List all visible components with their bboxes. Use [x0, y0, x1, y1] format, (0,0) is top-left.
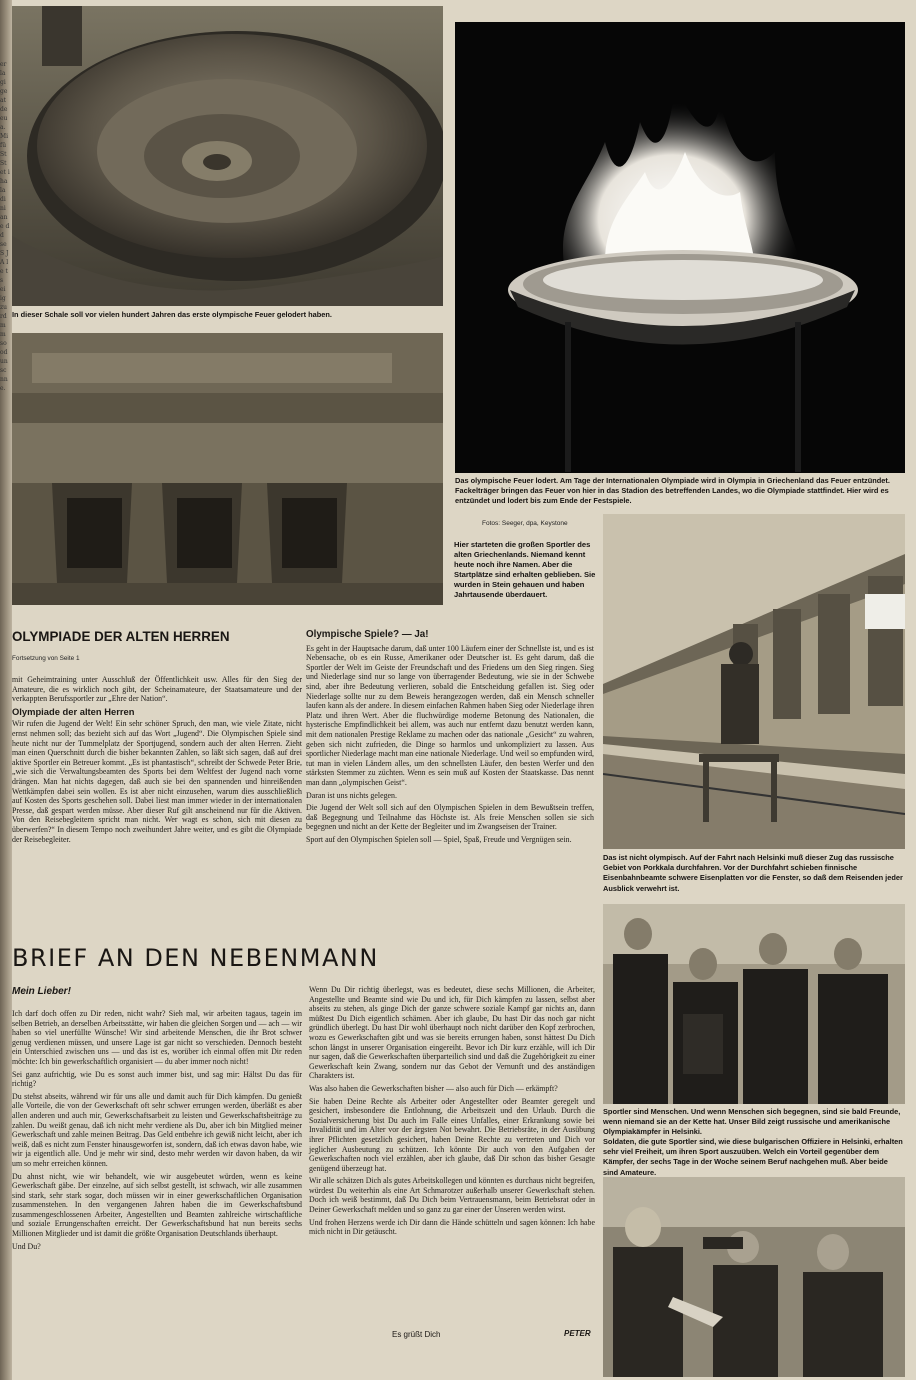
flame-illustration — [455, 22, 905, 473]
article1-headline: OLYMPIADE DER ALTEN HERREN — [12, 629, 230, 644]
article2-r2: Was also haben die Gewerkschaften bisher — also auch für Dich — erkämpft? — [309, 1083, 558, 1093]
article2-salutation: Mein Lieber! — [12, 986, 71, 997]
athletes-illustration — [603, 904, 905, 1104]
article1-p1: mit Geheimtraining unter Ausschluß der Öffentlichkeit usw. Alles für den Sieg der Amateure, die es wirklich noch gibt, der Scheinamateure, der Staatsamateure und der verkappten Berufssportler zur „Ehre der Nation“. — [12, 675, 302, 704]
article1-p2: Wir rufen die Jugend der Welt! Ein sehr schöner Spruch, den man, wie viele Zitate, nicht ernst nehmen soll; das bezieht sich auf das Wort „Jugend“. Die Olympischen Spiele sind heute nicht nur der Tummelplatz der Sportjugend, sondern auch der alten Herren. Zieht man einen Querschnitt durch die bisher bekannten Zahlen, so läßt sich sagen, daß auf drei aktive Sportler ein Betreuer kommt. „Es ist phantastisch“, schreibt der Schwede Peter Brie, „wie sich die Verwaltungsbeamten des Sports bei dem Weltfest der Jugend nach vorne drängen. Man hat nichts dagegen, daß auch sie bei den spannenden und hinreißenden Wettkämpfen dabei sein wollen. Es ist aber nicht einzusehen, warum dies ausschließlich auf Kosten des Sports geschehen soll. Dabei liest man immer wieder in der internationalen Presse, daß gespart werden müsse. Aber dieser Ruf gilt anscheinend nur für die Aktiven. Von den Reisebegleitern spricht man nicht. Wer wagt es schon, sich mit diesen zu überwerfen?“ In diesem Tempo noch zweihundert Jahre weiter, und es gibt die Olympiade der Reisebegleiter. — [12, 719, 302, 844]
article2-l1: Ich darf doch offen zu Dir reden, nicht wahr? Sieh mal, wir arbeiten tagaus, tagein im selben Betrieb, an derselben Arbeitsstätte, wir haben die gleichen Sorgen und — ach — wir haben so viel unerfüllte Wünsche! Wir sind arbeitende Menschen, die ihr Brot schwer genug verdienen müssen, und unsere Lage ist gar nicht so verschieden. Dennoch besteht ein Unterschied zwischen uns — und das ist es, worüber ich einmal offen mit Dir reden möchte: Ich bin gewerkschaftlich organisiert — du aber immer noch nicht! — [12, 1009, 302, 1066]
olympic-fire-photo — [455, 22, 905, 473]
article1-column1 — [12, 675, 302, 847]
letter-closing: Es grüßt Dich — [392, 1330, 441, 1339]
article2-left-column — [12, 1009, 302, 1254]
stone-bowl-photo — [12, 6, 443, 306]
officers-photo — [603, 1177, 905, 1377]
officers-illustration — [603, 1177, 905, 1377]
article2-r3: Sie haben Deine Rechte als Arbeiter oder Angestellter oder Beamter geregelt und gesichert, insbesondere die Entlohnung, die Arbeitszeit und den Urlaub. Durch die Sozialversicherung bist Du auch im Falle eines Unfalles, einer Erkrankung sowie bei Invalidität und im Alter vor der ärgsten Not bewahrt. Die Betriebsräte, in der Ausübung ihrer Pflichten gesetzlich gesichert, haben Deine Rechte zu vertreten und Dich vor jeglicher Ausbeutung zu schützen. Ich könnte Dir auch von den Aufgaben der Gewerkschaften noch viel erzählen, aber ich glaube, daß Dir schon das bisher Gesagte genügend überzeugt hat. — [309, 1096, 595, 1173]
article1-col2-p2: Daran ist uns nichts gelegen. — [306, 790, 397, 800]
page-binding — [0, 0, 12, 1380]
bowl-caption: In dieser Schale soll vor vielen hundert Jahren das erste olympische Feuer gelodert haben. — [12, 310, 332, 319]
article1-column2 — [306, 627, 594, 847]
binding-text: er la gi ge at de eu a. Mi fü St St et i ha la di ni an e d d se S J A l e t s ei ig zu rd m m so od un sc nn e. — [0, 61, 10, 392]
train-photo — [603, 514, 905, 849]
article1-col2-p3: Die Jugend der Welt soll sich auf den Olympischen Spielen in dem Bewußtsein treffen, daß Begegnung und Teilnahme das Höchste ist. Als freie Menschen sollen sie sich begegnen und nicht an der Kette der Begleiter und im Zwangseisen der Trainer. — [306, 803, 594, 832]
train-illustration — [603, 514, 905, 849]
article2-r5: Und frohen Herzens werde ich Dir dann die Hände schütteln und sagen können: Ich habe mich nicht in Dir getäuscht. — [309, 1217, 595, 1237]
article2-l2: Sei ganz aufrichtig, wie Du es sonst auch immer bist, und sag mir: Hältst Du das für richtig? — [12, 1069, 302, 1089]
starting-blocks-caption: Hier starteten die großen Sportler des alten Griechenlands. Niemand kennt heute noch ihre Namen. Aber die Startplätze sind erhalten geblieben. Sie wurden in Stein gehauen und haben Jahrtausende überdauert. — [454, 540, 602, 600]
article1-col2-p4: Sport auf den Olympischen Spielen soll — Spiel, Spaß, Freude und Vergnügen sein. — [306, 834, 572, 844]
article2-l5: Und Du? — [12, 1241, 41, 1251]
photo-credits: Fotos: Seeger, dpa, Keystone — [482, 520, 568, 527]
article2-l3: Du stehst abseits, während wir für uns alle und damit auch für Dich kämpfen. Du genießt alle Vorteile, die von der Gewerkschaft oft sehr schwer errungen werden, überläßt es aber allen anderen und auch mir, Gewerkschaftsarbeit zu leisten und Gewerkschaftsbeiträge zu zahlen. Du weißt genau, daß ich nicht mehr verdiene als Du, aber ich bin Mitglied meiner Gewerkschaft und zahle meinen Beitrag. Das Geld entbehre ich gewiß nicht leicht, aber ich weiß, daß es nicht zum Fenster hinausgeworfen ist, sondern, daß ich etwas davon habe, wie wir ja eigentlich alle. Und je mehr wir sind, desto mehr werden wir davon haben, da wir um so mehr erreichen können. — [12, 1091, 302, 1168]
article2-headline: BRIEF AN DEN NEBENMANN — [12, 944, 379, 972]
article1-col2-p1: Es geht in der Hauptsache darum, daß unter 100 Läufern einer der Schnellste ist, und es ist Nebensache, ob es ein Russe, Amerikaner oder Deutscher ist. Es geht darum, daß die Sportler der Welt im Geiste der Freundschaft und des Friedens um den Sieg ringen. Sieg und Niederlage sind nur so lange von überragender Bedeutung, wie sie in der Schwebe sind, aber ihre Bedeutung verlieren, sobald die Entscheidung gefallen ist. Sieg oder Niederlage sollte nur zu dem Beweis herangezogen werden, daß ein Mensch schneller laufen kann als der andere. In diesem einfachen Rahmen haben Sieg oder Niederlage ihren Platz und ihren Wert. Aber die fluchwürdige moderne Betonung des Nationalen, die hysterische Empfindlichkeit bei allem, was auch nur entfernt dazu benutzt werden kann, mit dem nationalen Prestige Reklame zu machen oder das nationale „Gesicht“ zu wahren, geben sich nicht zufrieden, die Dinge so harmlos und unkompliziert zu lassen. Aus sportlicher Niederlage macht man eine nationale Niederlage. Und weil so empfunden wird, tut man in vielen Ländern alles, um den schnellsten Läufer, den besten Werfer und den stärksten Stemmer zu züchten. Wenn es sein muß auf Kosten der Staatskasse. Das nennt man dann „olympischen Geist“. — [306, 643, 594, 787]
letter-signature: PETER — [564, 1329, 591, 1338]
officers-caption: Soldaten, die gute Sportler sind, wie diese bulgarischen Offiziere in Helsinki, erhalten sehr viel Freiheit, um ihren Sport auszuüben. Welch ein Vorteil gegenüber dem Kämpfer, der sechs Tage in der Woche seinem Beruf nachgehen muß. Aber beide sind Amateure. — [603, 1137, 903, 1177]
article1-subhead: Olympiade der alten Herren — [12, 705, 135, 717]
article1-col2-head: Olympische Spiele? — Ja! — [306, 629, 429, 640]
stone-bowl-illustration — [12, 6, 443, 306]
starting-blocks-photo — [12, 333, 443, 605]
athletes-photo — [603, 904, 905, 1104]
article2-r1: Wenn Du Dir richtig überlegst, was es bedeutet, diese sechs Millionen, die Arbeiter, Angestellte und Beamte sind wie Du und ich, für Dich kämpfen zu lassen, selbst aber abseits zu stehen, als ginge Dich der ganze schwere soziale Kampf gar nichts an, dann müßtest Du Dich eigentlich schämen. Aber ich glaube, Du hast Dir das noch gar nicht gründlich überlegt. Du hast Dir wohl überhaupt noch nicht darüber den Kopf zerbrochen, wozu es Gewerkschaften gibt und was sie bereits errungen haben, sonst hättest Du Dich schon längst in unserer Organisation eingereiht. Bevor ich Dir kurz erzähle, will ich Dir nur sagen, daß die Gewerkschaften überparteilich sind und daß die Zugehörigkeit zu einer Gewerkschaft kein Zwang, sondern nur das Gebot der Vernunft und des anständigen Charakters ist. — [309, 985, 595, 1081]
article2-r4: Wir alle schätzen Dich als gutes Arbeitskollegen und könnten es durchaus nicht begreifen, würdest Du weiterhin als eine Art Schmarotzer außerhalb unserer Gewerkschaft stehen. Doch ich weiß bestimmt, daß Du Dich beim Vertrauensmann, beim Betriebsrat oder in Deiner Gewerkschaft melden und so ganz zu gar einer der Unseren werden wirst. — [309, 1176, 595, 1215]
article2-right-column — [309, 985, 595, 1240]
athletes-caption: Sportler sind Menschen. Und wenn Menschen sich begegnen, sind sie bald Freunde, wenn niemand sie an der Kette hat. Unser Bild zeigt russische und amerikanische Olympiakämpfer in Helsinki. — [603, 1107, 901, 1137]
stone-ruins-illustration — [12, 333, 443, 605]
article1-continued: Fortsetzung von Seite 1 — [12, 655, 80, 662]
magazine-page — [12, 0, 916, 1380]
train-caption: Das ist nicht olympisch. Auf der Fahrt nach Helsinki muß dieser Zug das russische Gebiet von Porkkala durchfahren. Vor der Durchfahrt schieben finnische Eisenbahnbeamte schwere Eisenplatten vor die Fenster, so daß dem Reisenden jeder Ausblick verwehrt ist. — [603, 853, 903, 893]
fire-caption: Das olympische Feuer lodert. Am Tage der Internationalen Olympiade wird in Olympia in Griechenland das Feuer entzündet. Fackelträger bringen das Feuer von hier in das Stadion des betreffenden Landes, wo die Olympiade stattfindet. Hier wird es entzündet und lodert bis zum Ende der Festspiele. — [455, 476, 890, 506]
article2-l4: Du ahnst nicht, wie wir behandelt, wie wir ausgebeutet würden, wenn es keine Gewerkschaft gäbe. Der einzelne, auf sich selbst gestellt, ist schwach, wir alle zusammen sind stark, sehr stark sogar, doch müssen wir in einer gewerkschaftlichen Organisation zusammenstehen. In den vergangenen Jahren haben die im Gewerkschaftsbund zusammengeschlossenen Arbeiter, Angestellten und Beamten zahlreiche wirtschaftliche und soziale Errungenschaften erreicht. Der Gewerkschaftsbund hat nun bereits sechs Millionen Mitglieder und ist damit die größte Organisation Deutschlands überhaupt. — [12, 1171, 302, 1239]
